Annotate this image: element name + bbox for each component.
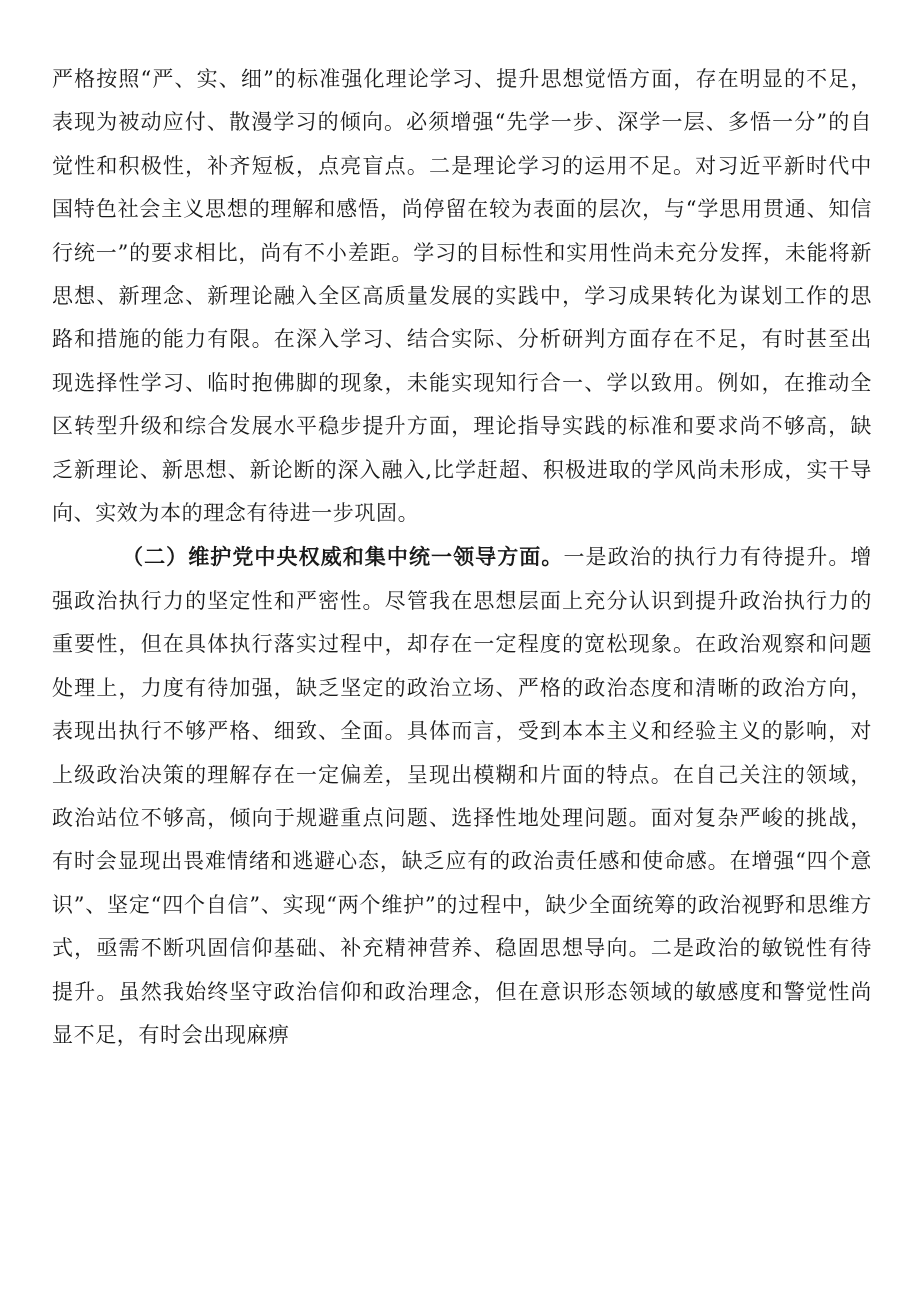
- paragraph-body: 一是政治的执行力有待提升。增强政治执行力的坚定性和严密性。尽管我在思想层面上充分认识到提升政治执行力的重要性，但在具体执行落实过程中，却存在一定程度的宽松现象。在政治观察和问题处理上，力度有待加强，缺乏坚定的政治立场、严格的政治态度和清晰的政治方向，表现出执行不够严格、细致、全面。具体而言，受到本本主义和经验主义的影响，对上级政治决策的理解存在一定偏差，呈现出模糊和片面的特点。在自己关注的领域，政治站位不够高，倾向于规避重点问题、选择性地处理问题。面对复杂严峻的挑战，有时会显现出畏难情绪和逃避心态，缺乏应有的政治责任感和使命感。在增强“四个意识”、坚定“四个自信”、实现“两个维护”的过程中，缺少全面统筹的政治视野和思维方式，亟需不断巩固信仰基础、补充精神营养、稳固思想导向。二是政治的敏锐性有待提升。虽然我始终坚守政治信仰和政治理念，但在意识形态领域的敏感度和警觉性尚显不足，有时会出现麻痹: [52, 545, 872, 1047]
- document-body: [52, 58, 872, 1057]
- section-heading: （二）维护党中央权威和集中统一领导方面。: [122, 544, 564, 570]
- paragraph-theory-study: 严格按照“严、实、细”的标准强化理论学习、提升思想觉悟方面，存在明显的不足，表现为被动应付、散漫学习的倾向。必须增强“先学一步、深学一层、多悟一分”的自觉性和积极性，补齐短板，点亮盲点。二是理论学习的运用不足。对习近平新时代中国特色社会主义思想的理解和感悟，尚停留在较为表面的层次，与“学思用贯通、知信行统一”的要求相比，尚有不小差距。学习的目标性和实用性尚未充分发挥，未能将新思想、新理念、新理论融入全区高质量发展的实践中，学习成果转化为谋划工作的思路和措施的能力有限。在深入学习、结合实际、分析研判方面存在不足，有时甚至出现选择性学习、临时抱佛脚的现象，未能实现知行合一、学以致用。例如，在推动全区转型升级和综合发展水平稳步提升方面，理论指导实践的标准和要求尚不够高，缺乏新理论、新思想、新论断的深入融入,比学赶超、积极进取的学风尚未形成，实干导向、实效为本的理念有待进一步巩固。: [52, 67, 872, 526]
- paragraph-central-authority: [52, 535, 872, 1057]
